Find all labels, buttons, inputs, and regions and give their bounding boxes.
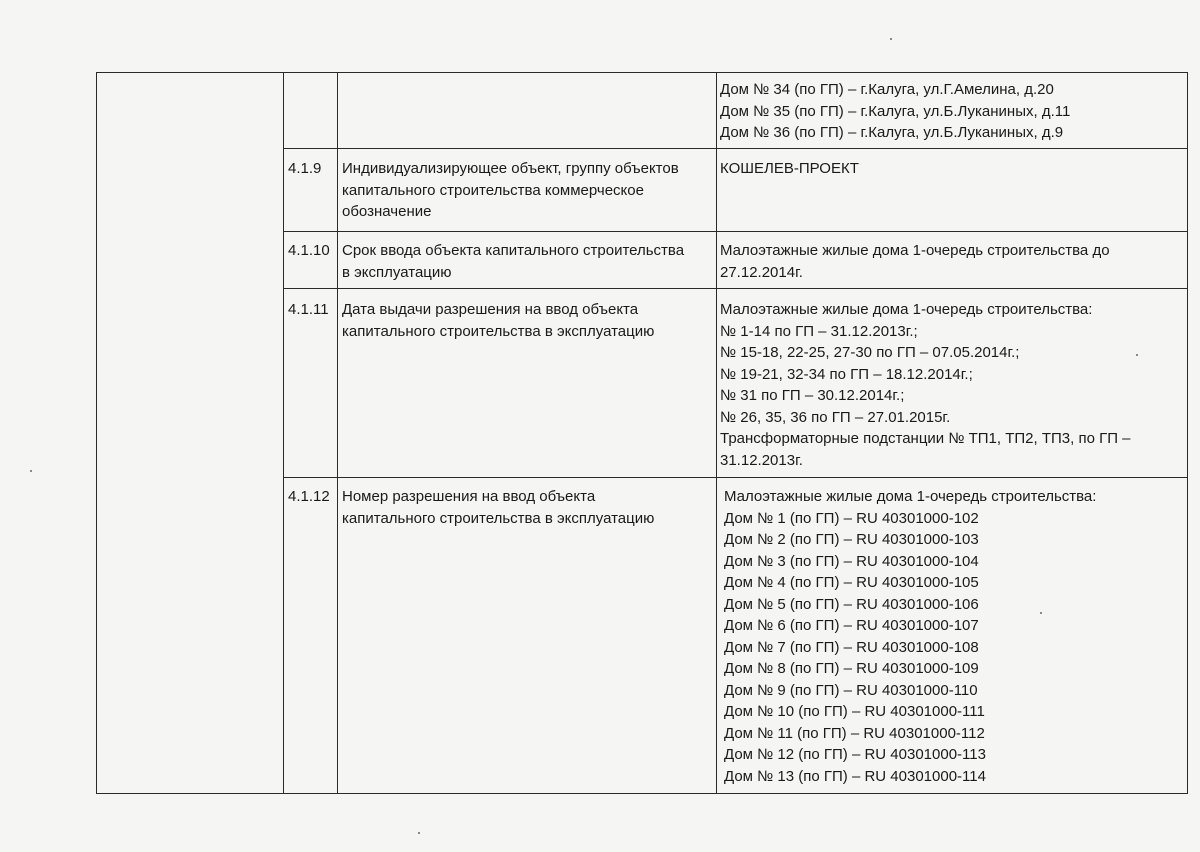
- row-value-line: 27.12.2014г.: [720, 263, 803, 281]
- row-value: [720, 299, 1131, 471]
- row-divider: [283, 148, 1188, 149]
- row-value-line: Дом № 2 (по ГП) – RU 40301000-103: [724, 531, 979, 548]
- row-divider: [283, 231, 1188, 232]
- column-divider: [716, 72, 717, 794]
- row-label: [342, 486, 654, 529]
- row-value-line: Малоэтажные жилые дома 1-очередь строительства:: [724, 488, 1097, 505]
- row-value-line: Дом № 11 (по ГП) – RU 40301000-112: [724, 724, 985, 742]
- scan-speck: [1136, 354, 1138, 356]
- row-label-line: капитального строительства в эксплуатацию: [342, 509, 655, 527]
- row-value: [720, 158, 859, 180]
- row-value-line: Дом № 9 (по ГП) – RU 40301000-110: [724, 681, 978, 699]
- row-label-line: обозначение: [342, 203, 432, 220]
- column-divider: [337, 72, 338, 794]
- table-row: [720, 79, 1070, 144]
- row-number: 4.1.11: [288, 301, 329, 318]
- row-label: [342, 299, 654, 342]
- row-label-line: Номер разрешения на ввод объекта: [342, 488, 596, 505]
- row-number: 4.1.10: [288, 242, 330, 259]
- row-label-line: капитального строительства коммерческое: [342, 181, 644, 199]
- row-value-line: Дом № 4 (по ГП) – RU 40301000-105: [724, 574, 979, 591]
- row-value-line: № 1-14 по ГП – 31.12.2013г.;: [720, 322, 918, 340]
- scan-speck: [890, 38, 892, 40]
- row-value-line: Дом № 3 (по ГП) – RU 40301000-104: [724, 552, 979, 570]
- row-value-line: Малоэтажные жилые дома 1-очередь строительства:: [720, 301, 1093, 318]
- row-label-line: Срок ввода объекта капитального строительства: [342, 242, 685, 259]
- row-label: [342, 158, 679, 223]
- row-number: 4.1.12: [288, 488, 330, 505]
- row-value-line: КОШЕЛЕВ-ПРОЕКТ: [720, 160, 859, 177]
- row-label-line: Индивидуализирующее объект, группу объектов: [342, 160, 679, 177]
- column-divider: [283, 72, 284, 794]
- row-value-line: Дом № 5 (по ГП) – RU 40301000-106: [724, 595, 979, 613]
- row-value-line: № 15-18, 22-25, 27-30 по ГП – 07.05.2014г.;: [720, 344, 1020, 361]
- row-value-line: Дом № 10 (по ГП) – RU 40301000-111: [724, 703, 985, 720]
- row-value: [724, 486, 1096, 787]
- row-value-line: Малоэтажные жилые дома 1-очередь строительства до: [720, 242, 1110, 259]
- row-value-line: № 19-21, 32-34 по ГП – 18.12.2014г.;: [720, 365, 973, 383]
- row-label-line: капитального строительства в эксплуатацию: [342, 322, 655, 340]
- row-value: [720, 240, 1110, 283]
- row-value-line: Дом № 8 (по ГП) – RU 40301000-109: [724, 660, 979, 677]
- row-value-line: Дом № 36 (по ГП) – г.Калуга, ул.Б.Луканиных, д.9: [720, 124, 1064, 141]
- row-value-line: Трансформаторные подстанции № ТП1, ТП2, ТП3, по ГП –: [720, 430, 1131, 447]
- row-value-line: Дом № 34 (по ГП) – г.Калуга, ул.Г.Амелина, д.20: [720, 81, 1054, 98]
- scan-speck: [30, 470, 32, 472]
- row-value-line: Дом № 6 (по ГП) – RU 40301000-107: [724, 617, 979, 634]
- row-number: 4.1.9: [288, 160, 322, 177]
- row-value-line: Дом № 7 (по ГП) – RU 40301000-108: [724, 638, 979, 656]
- row-value-line: Дом № 12 (по ГП) – RU 40301000-113: [724, 746, 986, 763]
- row-divider: [283, 477, 1188, 478]
- row-label: [342, 240, 684, 283]
- scan-speck: [418, 832, 420, 834]
- row-value-line: № 26, 35, 36 по ГП – 27.01.2015г.: [720, 408, 951, 426]
- scan-speck: [1040, 612, 1042, 614]
- row-value-line: Дом № 35 (по ГП) – г.Калуга, ул.Б.Луканиных, д.11: [720, 102, 1071, 120]
- row-label-line: Дата выдачи разрешения на ввод объекта: [342, 301, 639, 318]
- row-value-line: 31.12.2013г.: [720, 451, 803, 469]
- row-divider: [283, 288, 1188, 289]
- row-value-line: Дом № 13 (по ГП) – RU 40301000-114: [724, 767, 986, 785]
- row-label-line: в эксплуатацию: [342, 263, 452, 281]
- row-value-line: Дом № 1 (по ГП) – RU 40301000-102: [724, 509, 979, 527]
- row-value-line: № 31 по ГП – 30.12.2014г.;: [720, 387, 905, 404]
